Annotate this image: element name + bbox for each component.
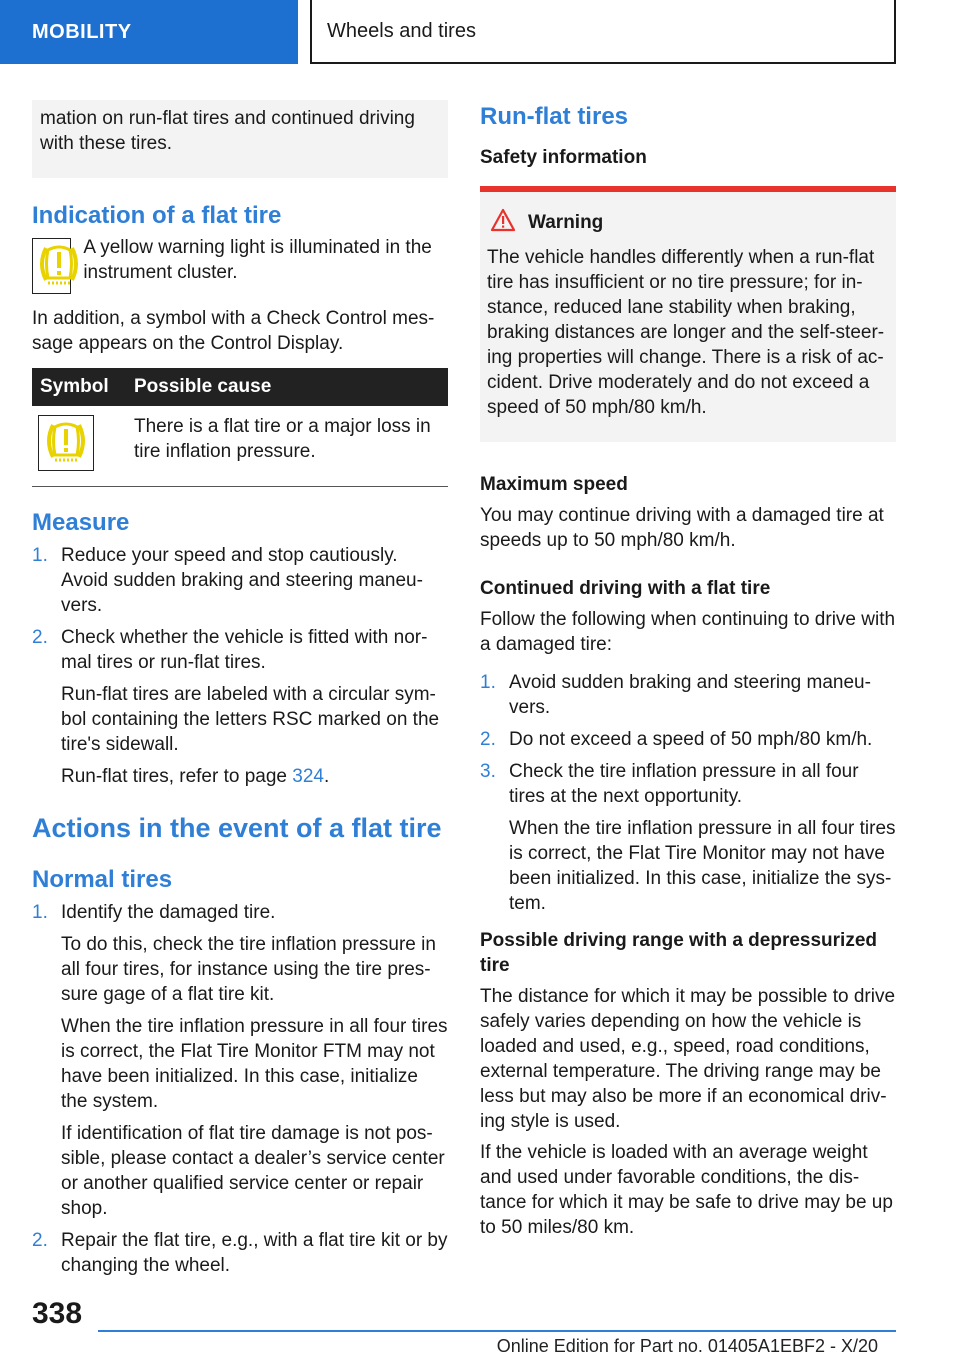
list-subtext: Run-flat tires are labeled with a circular sym-bol containing the letters RSC marked on the tire's sidewall.	[61, 684, 440, 755]
indication-row	[32, 238, 448, 294]
cause-cell: There is a flat tire or a major loss in tire inflation pressure.	[134, 416, 431, 462]
page-reference	[61, 764, 448, 789]
range-text-2: If the vehicle is loaded with an average weight and used under favorable conditions, the dis-tance for which it may be safe to drive may be up to 50 miles/80 km.	[480, 1142, 893, 1238]
list-text: Repair the flat tire, e.g., with a flat tire kit or by changing the wheel.	[61, 1230, 448, 1276]
list-subtext: If identification of flat tire damage is not pos-sible, please contact a dealer’s service center or another qualified service center or repair shop.	[61, 1123, 445, 1219]
continued-list	[480, 670, 896, 916]
flat-tire-warning-icon	[32, 238, 71, 294]
warning-box	[480, 192, 896, 442]
list-number: 2.	[32, 627, 48, 648]
list-item	[480, 759, 896, 916]
flat-tire-symbol-icon	[38, 415, 94, 471]
right-column	[480, 100, 896, 1240]
actions-heading: Actions in the event of a flat tire	[32, 813, 442, 843]
intro-text: mation on run-flat tires and continued driving with these tires.	[40, 108, 415, 154]
safety-heading: Safety information	[480, 147, 647, 168]
section-label: MOBILITY	[32, 20, 132, 43]
footer-rule	[98, 1330, 896, 1332]
measure-heading: Measure	[32, 509, 130, 536]
max-speed-text: You may continue driving with a damaged tire at speeds up to 50 mph/80 km/h.	[480, 505, 884, 551]
list-number: 2.	[480, 729, 496, 750]
warning-triangle-icon	[490, 208, 516, 237]
table-row	[32, 406, 448, 487]
list-item	[480, 727, 896, 752]
table-header-row	[32, 368, 448, 406]
list-item	[32, 543, 448, 618]
range-text-1: The distance for which it may be possible to drive safely varies depending on how the vehicle is loaded and used, e.g., speed, road conditions, external temperature. The driving range may be less but may also be more if an economical driv-ing style is used.	[480, 986, 896, 1132]
section-tab	[0, 0, 298, 64]
list-number: 1.	[32, 545, 48, 566]
measure-list	[32, 543, 448, 789]
col-possible-cause: Possible cause	[126, 368, 448, 406]
page-number: 338	[32, 1297, 83, 1330]
list-item	[32, 625, 448, 789]
edition-text: Online Edition for Part no. 01405A1EBF2 - X/20	[496, 1336, 878, 1356]
list-number: 3.	[480, 761, 496, 782]
col-symbol: Symbol	[32, 368, 126, 406]
continued-text: Follow the following when continuing to drive with a damaged tire:	[480, 609, 896, 655]
list-text: Check the tire inflation pressure in all four tires at the next opportunity.	[509, 761, 859, 807]
normal-tires-list	[32, 900, 448, 1278]
reference-text: Run-flat tires, refer to page	[61, 766, 293, 787]
normal-tires-heading: Normal tires	[32, 866, 173, 893]
list-subtext: When the tire inflation pressure in all four tires is correct, the Flat Tire Monitor FTM may not have been initialized. In this case, initialize the system.	[61, 1016, 448, 1112]
list-text: Check whether the vehicle is fitted with nor-mal tires or run-flat tires.	[61, 627, 428, 673]
list-number: 2.	[32, 1230, 48, 1251]
list-subtext: To do this, check the tire inflation pressure in all four tires, for instance using the tire pres-sure gage of a flat tire kit.	[61, 934, 436, 1005]
list-item	[32, 1228, 448, 1278]
indication-heading: Indication of a flat tire	[32, 202, 282, 229]
list-text: Avoid sudden braking and steering maneu-vers.	[509, 672, 871, 718]
indication-text: A yellow warning light is illuminated in the instrument cluster.	[83, 237, 432, 283]
list-text: Identify the damaged tire.	[61, 902, 276, 923]
warning-text: The vehicle handles differently when a run-flat tire has insufficient or no tire pressure; for in-stance, reduced lane stability when braking, braking distances are longer and the self-steer-ing properties will change. There is a risk of ac-cident. Drive moderately and do not exceed a speed of 50 mph/80 km/h.	[487, 247, 885, 418]
symbol-cell	[32, 406, 126, 487]
left-column	[32, 100, 448, 1278]
symbol-table	[32, 368, 448, 487]
range-heading: Possible driving range with a depressurized tire	[480, 930, 877, 976]
list-text: Reduce your speed and stop cautiously. Avoid sudden braking and steering maneu-vers.	[61, 545, 423, 616]
chapter-title: Wheels and tires	[327, 19, 476, 42]
list-item	[480, 670, 896, 720]
reference-period: .	[323, 766, 330, 787]
check-control-text: In addition, a symbol with a Check Control mes-sage appears on the Control Display.	[32, 308, 435, 354]
list-number: 1.	[480, 672, 496, 693]
page-link-324[interactable]: 324	[292, 766, 324, 787]
list-item	[32, 900, 448, 1221]
intro-box	[32, 100, 448, 178]
max-speed-heading: Maximum speed	[480, 474, 628, 495]
warning-label: Warning	[528, 211, 604, 233]
list-number: 1.	[32, 902, 48, 923]
chapter-header	[310, 0, 896, 64]
warning-title-row	[490, 208, 889, 237]
list-subtext: When the tire inflation pressure in all four tires is correct, the Flat Tire Monitor may not have been initialized. In this case, initialize the sys-tem.	[509, 818, 896, 914]
list-text: Do not exceed a speed of 50 mph/80 km/h.	[509, 729, 873, 750]
runflat-heading: Run-flat tires	[480, 103, 629, 130]
continued-heading: Continued driving with a flat tire	[480, 578, 771, 599]
